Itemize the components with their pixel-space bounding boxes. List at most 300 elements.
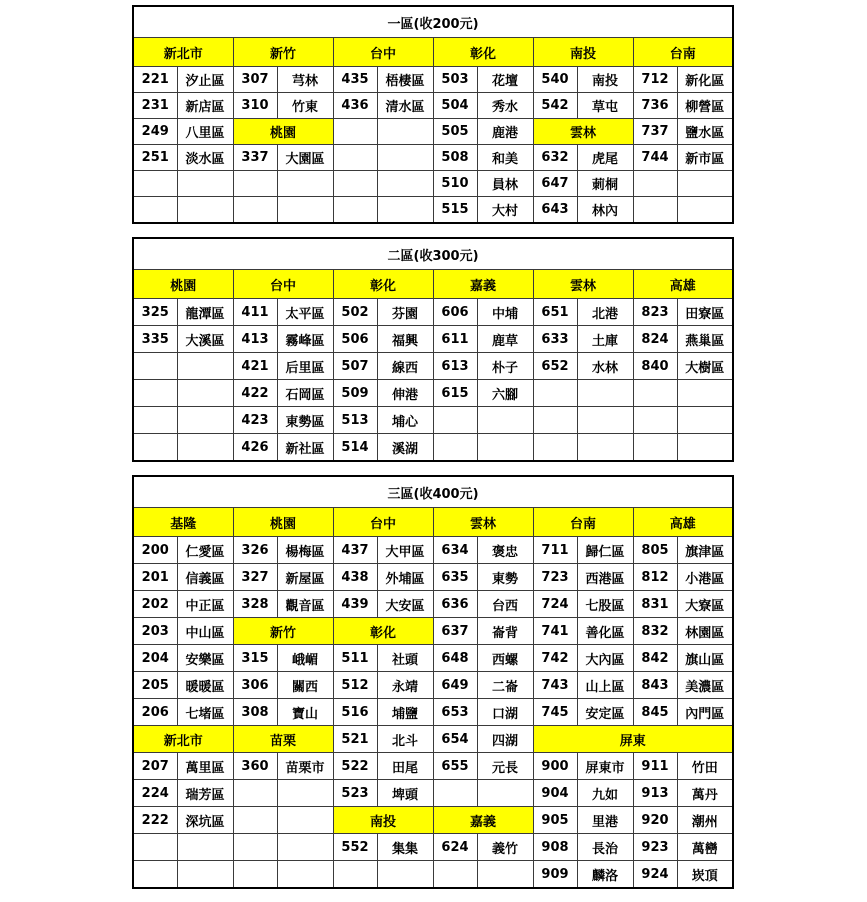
postal-code-cell: 905 xyxy=(533,807,577,834)
postal-code-cell: 337 xyxy=(233,145,277,171)
region-header-cell: 台南 xyxy=(533,508,633,537)
postal-code-cell: 308 xyxy=(233,699,277,726)
empty-cell xyxy=(677,197,733,224)
empty-cell xyxy=(677,171,733,197)
postal-code-cell: 421 xyxy=(233,353,277,380)
region-header-cell: 嘉義 xyxy=(433,807,533,834)
district-name-cell: 信義區 xyxy=(177,564,233,591)
postal-code-cell: 200 xyxy=(133,537,177,564)
postal-code-cell: 506 xyxy=(333,326,377,353)
empty-cell xyxy=(377,171,433,197)
postal-code-cell: 651 xyxy=(533,299,577,326)
region-header-cell: 新竹 xyxy=(233,38,333,67)
postal-code-cell: 315 xyxy=(233,645,277,672)
postal-code-cell: 824 xyxy=(633,326,677,353)
district-name-cell: 永靖 xyxy=(377,672,433,699)
district-name-cell: 埔鹽 xyxy=(377,699,433,726)
postal-code-cell: 540 xyxy=(533,67,577,93)
empty-cell xyxy=(233,834,277,861)
empty-cell xyxy=(133,171,177,197)
empty-cell xyxy=(233,780,277,807)
empty-cell xyxy=(433,407,477,434)
district-name-cell: 元長 xyxy=(477,753,533,780)
postal-code-cell: 310 xyxy=(233,93,277,119)
postal-code-cell: 900 xyxy=(533,753,577,780)
postal-code-cell: 522 xyxy=(333,753,377,780)
district-name-cell: 仁愛區 xyxy=(177,537,233,564)
postal-code-cell: 723 xyxy=(533,564,577,591)
district-name-cell: 虎尾 xyxy=(577,145,633,171)
postal-code-cell: 744 xyxy=(633,145,677,171)
district-name-cell: 鹿草 xyxy=(477,326,533,353)
region-header-cell: 南投 xyxy=(333,807,433,834)
empty-cell xyxy=(677,407,733,434)
district-name-cell: 大園區 xyxy=(277,145,333,171)
district-name-cell: 龍潭區 xyxy=(177,299,233,326)
district-name-cell: 北港 xyxy=(577,299,633,326)
region-header-cell: 苗栗 xyxy=(233,726,333,753)
district-name-cell: 外埔區 xyxy=(377,564,433,591)
region-header-cell: 屏東 xyxy=(533,726,733,753)
empty-cell xyxy=(133,353,177,380)
postal-code-cell: 203 xyxy=(133,618,177,645)
district-name-cell: 七堵區 xyxy=(177,699,233,726)
postal-code-cell: 649 xyxy=(433,672,477,699)
postal-code-cell: 504 xyxy=(433,93,477,119)
empty-cell xyxy=(177,407,233,434)
empty-cell xyxy=(277,861,333,889)
postal-code-cell: 634 xyxy=(433,537,477,564)
postal-code-cell: 437 xyxy=(333,537,377,564)
empty-cell xyxy=(233,861,277,889)
postal-code-cell: 328 xyxy=(233,591,277,618)
postal-code-cell: 411 xyxy=(233,299,277,326)
postal-code-cell: 426 xyxy=(233,434,277,462)
district-name-cell: 福興 xyxy=(377,326,433,353)
postal-code-cell: 224 xyxy=(133,780,177,807)
district-name-cell: 芎林 xyxy=(277,67,333,93)
district-name-cell: 中山區 xyxy=(177,618,233,645)
postal-code-cell: 920 xyxy=(633,807,677,834)
postal-code-cell: 515 xyxy=(433,197,477,224)
empty-cell xyxy=(577,434,633,462)
empty-cell xyxy=(277,197,333,224)
district-name-cell: 九如 xyxy=(577,780,633,807)
district-name-cell: 秀水 xyxy=(477,93,533,119)
district-name-cell: 新社區 xyxy=(277,434,333,462)
district-name-cell: 觀音區 xyxy=(277,591,333,618)
postal-code-cell: 306 xyxy=(233,672,277,699)
district-name-cell: 小港區 xyxy=(677,564,733,591)
district-name-cell: 寶山 xyxy=(277,699,333,726)
postal-code-cell: 502 xyxy=(333,299,377,326)
postal-code-cell: 636 xyxy=(433,591,477,618)
postal-code-cell: 842 xyxy=(633,645,677,672)
postal-code-cell: 736 xyxy=(633,93,677,119)
postal-code-cell: 724 xyxy=(533,591,577,618)
district-name-cell: 苗栗市 xyxy=(277,753,333,780)
region-header-cell: 雲林 xyxy=(533,119,633,145)
district-name-cell: 竹田 xyxy=(677,753,733,780)
empty-cell xyxy=(577,407,633,434)
district-name-cell: 集集 xyxy=(377,834,433,861)
district-name-cell: 安定區 xyxy=(577,699,633,726)
district-name-cell: 六腳 xyxy=(477,380,533,407)
district-name-cell: 萬丹 xyxy=(677,780,733,807)
postal-code-cell: 654 xyxy=(433,726,477,753)
district-name-cell: 新屋區 xyxy=(277,564,333,591)
zone-table-1 xyxy=(132,5,734,224)
postal-code-cell: 521 xyxy=(333,726,377,753)
district-name-cell: 新化區 xyxy=(677,67,733,93)
district-name-cell: 田寮區 xyxy=(677,299,733,326)
district-name-cell: 花壇 xyxy=(477,67,533,93)
empty-cell xyxy=(177,353,233,380)
empty-cell xyxy=(177,171,233,197)
empty-cell xyxy=(477,861,533,889)
district-name-cell: 林園區 xyxy=(677,618,733,645)
district-name-cell: 八里區 xyxy=(177,119,233,145)
district-name-cell: 和美 xyxy=(477,145,533,171)
district-name-cell: 屏東市 xyxy=(577,753,633,780)
district-name-cell: 汐止區 xyxy=(177,67,233,93)
empty-cell xyxy=(277,171,333,197)
postal-code-cell: 911 xyxy=(633,753,677,780)
empty-cell xyxy=(433,780,477,807)
postal-code-cell: 832 xyxy=(633,618,677,645)
postal-code-cell: 307 xyxy=(233,67,277,93)
postal-code-cell: 436 xyxy=(333,93,377,119)
district-name-cell: 中埔 xyxy=(477,299,533,326)
empty-cell xyxy=(633,197,677,224)
postal-code-cell: 523 xyxy=(333,780,377,807)
region-header-cell: 新北市 xyxy=(133,726,233,753)
district-name-cell: 大村 xyxy=(477,197,533,224)
postal-code-cell: 514 xyxy=(333,434,377,462)
district-name-cell: 褒忠 xyxy=(477,537,533,564)
district-name-cell: 善化區 xyxy=(577,618,633,645)
district-name-cell: 南投 xyxy=(577,67,633,93)
postal-code-cell: 435 xyxy=(333,67,377,93)
empty-cell xyxy=(133,834,177,861)
empty-cell xyxy=(333,145,377,171)
district-name-cell: 鹽水區 xyxy=(677,119,733,145)
postal-code-cell: 509 xyxy=(333,380,377,407)
district-name-cell: 員林 xyxy=(477,171,533,197)
district-name-cell: 麟洛 xyxy=(577,861,633,889)
postal-code-cell: 913 xyxy=(633,780,677,807)
postal-code-cell: 202 xyxy=(133,591,177,618)
region-header-cell: 南投 xyxy=(533,38,633,67)
empty-cell xyxy=(133,197,177,224)
district-name-cell: 里港 xyxy=(577,807,633,834)
postal-code-cell: 335 xyxy=(133,326,177,353)
postal-code-cell: 611 xyxy=(433,326,477,353)
empty-cell xyxy=(377,197,433,224)
district-name-cell: 土庫 xyxy=(577,326,633,353)
empty-cell xyxy=(277,807,333,834)
empty-cell xyxy=(333,171,377,197)
postal-code-cell: 360 xyxy=(233,753,277,780)
postal-code-cell: 207 xyxy=(133,753,177,780)
shipping-zone-tables xyxy=(132,5,734,902)
district-name-cell: 柳營區 xyxy=(677,93,733,119)
region-header-cell: 台中 xyxy=(233,270,333,299)
empty-cell xyxy=(533,434,577,462)
district-name-cell: 萬里區 xyxy=(177,753,233,780)
empty-cell xyxy=(633,380,677,407)
postal-code-cell: 923 xyxy=(633,834,677,861)
postal-code-cell: 741 xyxy=(533,618,577,645)
postal-code-cell: 205 xyxy=(133,672,177,699)
district-name-cell: 崙背 xyxy=(477,618,533,645)
postal-code-cell: 613 xyxy=(433,353,477,380)
region-header-cell: 新竹 xyxy=(233,618,333,645)
district-name-cell: 四湖 xyxy=(477,726,533,753)
postal-code-cell: 615 xyxy=(433,380,477,407)
district-name-cell: 石岡區 xyxy=(277,380,333,407)
district-name-cell: 芬園 xyxy=(377,299,433,326)
postal-code-cell: 552 xyxy=(333,834,377,861)
postal-code-cell: 507 xyxy=(333,353,377,380)
district-name-cell: 口湖 xyxy=(477,699,533,726)
postal-code-cell: 653 xyxy=(433,699,477,726)
postal-code-cell: 503 xyxy=(433,67,477,93)
postal-code-cell: 652 xyxy=(533,353,577,380)
region-header-cell: 高雄 xyxy=(633,270,733,299)
district-name-cell: 埤頭 xyxy=(377,780,433,807)
district-name-cell: 歸仁區 xyxy=(577,537,633,564)
empty-cell xyxy=(577,380,633,407)
region-header-cell: 台南 xyxy=(633,38,733,67)
postal-code-cell: 508 xyxy=(433,145,477,171)
district-name-cell: 楊梅區 xyxy=(277,537,333,564)
district-name-cell: 草屯 xyxy=(577,93,633,119)
district-name-cell: 大內區 xyxy=(577,645,633,672)
empty-cell xyxy=(233,807,277,834)
postal-code-cell: 737 xyxy=(633,119,677,145)
district-name-cell: 燕巢區 xyxy=(677,326,733,353)
postal-code-cell: 513 xyxy=(333,407,377,434)
postal-code-cell: 327 xyxy=(233,564,277,591)
postal-code-cell: 438 xyxy=(333,564,377,591)
zone-table-3 xyxy=(132,475,734,889)
postal-code-cell: 251 xyxy=(133,145,177,171)
district-name-cell: 長治 xyxy=(577,834,633,861)
postal-code-cell: 711 xyxy=(533,537,577,564)
district-name-cell: 梧棲區 xyxy=(377,67,433,93)
district-name-cell: 田尾 xyxy=(377,753,433,780)
postal-code-cell: 325 xyxy=(133,299,177,326)
district-name-cell: 大安區 xyxy=(377,591,433,618)
postal-code-cell: 422 xyxy=(233,380,277,407)
region-header-cell: 雲林 xyxy=(433,508,533,537)
empty-cell xyxy=(277,780,333,807)
district-name-cell: 大樹區 xyxy=(677,353,733,380)
district-name-cell: 七股區 xyxy=(577,591,633,618)
postal-code-cell: 909 xyxy=(533,861,577,889)
district-name-cell: 西港區 xyxy=(577,564,633,591)
empty-cell xyxy=(177,197,233,224)
district-name-cell: 深坑區 xyxy=(177,807,233,834)
district-name-cell: 線西 xyxy=(377,353,433,380)
empty-cell xyxy=(533,407,577,434)
postal-code-cell: 606 xyxy=(433,299,477,326)
empty-cell xyxy=(433,861,477,889)
postal-code-cell: 512 xyxy=(333,672,377,699)
empty-cell xyxy=(177,861,233,889)
district-name-cell: 旗津區 xyxy=(677,537,733,564)
district-name-cell: 安樂區 xyxy=(177,645,233,672)
postal-code-cell: 655 xyxy=(433,753,477,780)
district-name-cell: 伸港 xyxy=(377,380,433,407)
empty-cell xyxy=(333,119,377,145)
district-name-cell: 莿桐 xyxy=(577,171,633,197)
table-title: 二區(收300元) xyxy=(133,238,733,270)
district-name-cell: 內門區 xyxy=(677,699,733,726)
region-header-cell: 基隆 xyxy=(133,508,233,537)
region-header-cell: 新北市 xyxy=(133,38,233,67)
district-name-cell: 大寮區 xyxy=(677,591,733,618)
postal-code-cell: 712 xyxy=(633,67,677,93)
postal-code-cell: 511 xyxy=(333,645,377,672)
empty-cell xyxy=(133,380,177,407)
empty-cell xyxy=(477,407,533,434)
empty-cell xyxy=(133,861,177,889)
postal-code-cell: 742 xyxy=(533,645,577,672)
region-header-cell: 桃園 xyxy=(133,270,233,299)
postal-code-cell: 201 xyxy=(133,564,177,591)
district-name-cell: 新市區 xyxy=(677,145,733,171)
postal-code-cell: 510 xyxy=(433,171,477,197)
district-name-cell: 峨嵋 xyxy=(277,645,333,672)
postal-code-cell: 633 xyxy=(533,326,577,353)
district-name-cell: 東勢 xyxy=(477,564,533,591)
postal-code-cell: 745 xyxy=(533,699,577,726)
empty-cell xyxy=(533,380,577,407)
district-name-cell: 社頭 xyxy=(377,645,433,672)
postal-code-cell: 823 xyxy=(633,299,677,326)
empty-cell xyxy=(633,434,677,462)
district-name-cell: 霧峰區 xyxy=(277,326,333,353)
empty-cell xyxy=(233,197,277,224)
district-name-cell: 竹東 xyxy=(277,93,333,119)
postal-code-cell: 206 xyxy=(133,699,177,726)
postal-code-cell: 831 xyxy=(633,591,677,618)
postal-code-cell: 624 xyxy=(433,834,477,861)
district-name-cell: 太平區 xyxy=(277,299,333,326)
district-name-cell: 朴子 xyxy=(477,353,533,380)
empty-cell xyxy=(677,380,733,407)
postal-code-cell: 743 xyxy=(533,672,577,699)
district-name-cell: 義竹 xyxy=(477,834,533,861)
district-name-cell: 關西 xyxy=(277,672,333,699)
postal-code-cell: 516 xyxy=(333,699,377,726)
district-name-cell: 大甲區 xyxy=(377,537,433,564)
postal-code-cell: 805 xyxy=(633,537,677,564)
district-name-cell: 中正區 xyxy=(177,591,233,618)
empty-cell xyxy=(377,145,433,171)
postal-code-cell: 204 xyxy=(133,645,177,672)
district-name-cell: 潮州 xyxy=(677,807,733,834)
district-name-cell: 西螺 xyxy=(477,645,533,672)
postal-code-cell: 648 xyxy=(433,645,477,672)
district-name-cell: 瑞芳區 xyxy=(177,780,233,807)
district-name-cell: 東勢區 xyxy=(277,407,333,434)
empty-cell xyxy=(133,434,177,462)
district-name-cell: 美濃區 xyxy=(677,672,733,699)
district-name-cell: 大溪區 xyxy=(177,326,233,353)
postal-code-cell: 840 xyxy=(633,353,677,380)
empty-cell xyxy=(133,407,177,434)
empty-cell xyxy=(333,197,377,224)
district-name-cell: 埔心 xyxy=(377,407,433,434)
district-name-cell: 萬巒 xyxy=(677,834,733,861)
postal-code-cell: 643 xyxy=(533,197,577,224)
empty-cell xyxy=(633,407,677,434)
empty-cell xyxy=(277,834,333,861)
postal-code-cell: 542 xyxy=(533,93,577,119)
postal-code-cell: 924 xyxy=(633,861,677,889)
region-header-cell: 雲林 xyxy=(533,270,633,299)
postal-code-cell: 843 xyxy=(633,672,677,699)
district-name-cell: 溪湖 xyxy=(377,434,433,462)
region-header-cell: 台中 xyxy=(333,508,433,537)
region-header-cell: 嘉義 xyxy=(433,270,533,299)
postal-code-cell: 423 xyxy=(233,407,277,434)
district-name-cell: 清水區 xyxy=(377,93,433,119)
region-header-cell: 彰化 xyxy=(433,38,533,67)
empty-cell xyxy=(177,434,233,462)
empty-cell xyxy=(677,434,733,462)
postal-code-cell: 222 xyxy=(133,807,177,834)
empty-cell xyxy=(433,434,477,462)
postal-code-cell: 845 xyxy=(633,699,677,726)
region-header-cell: 彰化 xyxy=(333,270,433,299)
postal-code-cell: 812 xyxy=(633,564,677,591)
table-title: 一區(收200元) xyxy=(133,6,733,38)
empty-cell xyxy=(333,861,377,889)
empty-cell xyxy=(377,861,433,889)
region-header-cell: 桃園 xyxy=(233,119,333,145)
postal-code-cell: 413 xyxy=(233,326,277,353)
empty-cell xyxy=(177,834,233,861)
empty-cell xyxy=(477,780,533,807)
district-name-cell: 台西 xyxy=(477,591,533,618)
region-header-cell: 彰化 xyxy=(333,618,433,645)
district-name-cell: 暖暖區 xyxy=(177,672,233,699)
empty-cell xyxy=(633,171,677,197)
postal-code-cell: 647 xyxy=(533,171,577,197)
zone-table-2 xyxy=(132,237,734,462)
district-name-cell: 山上區 xyxy=(577,672,633,699)
district-name-cell: 鹿港 xyxy=(477,119,533,145)
district-name-cell: 水林 xyxy=(577,353,633,380)
district-name-cell: 北斗 xyxy=(377,726,433,753)
postal-code-cell: 632 xyxy=(533,145,577,171)
postal-code-cell: 439 xyxy=(333,591,377,618)
empty-cell xyxy=(233,171,277,197)
region-header-cell: 台中 xyxy=(333,38,433,67)
empty-cell xyxy=(477,434,533,462)
empty-cell xyxy=(377,119,433,145)
postal-code-cell: 505 xyxy=(433,119,477,145)
district-name-cell: 旗山區 xyxy=(677,645,733,672)
postal-code-cell: 637 xyxy=(433,618,477,645)
postal-code-cell: 908 xyxy=(533,834,577,861)
region-header-cell: 桃園 xyxy=(233,508,333,537)
district-name-cell: 新店區 xyxy=(177,93,233,119)
